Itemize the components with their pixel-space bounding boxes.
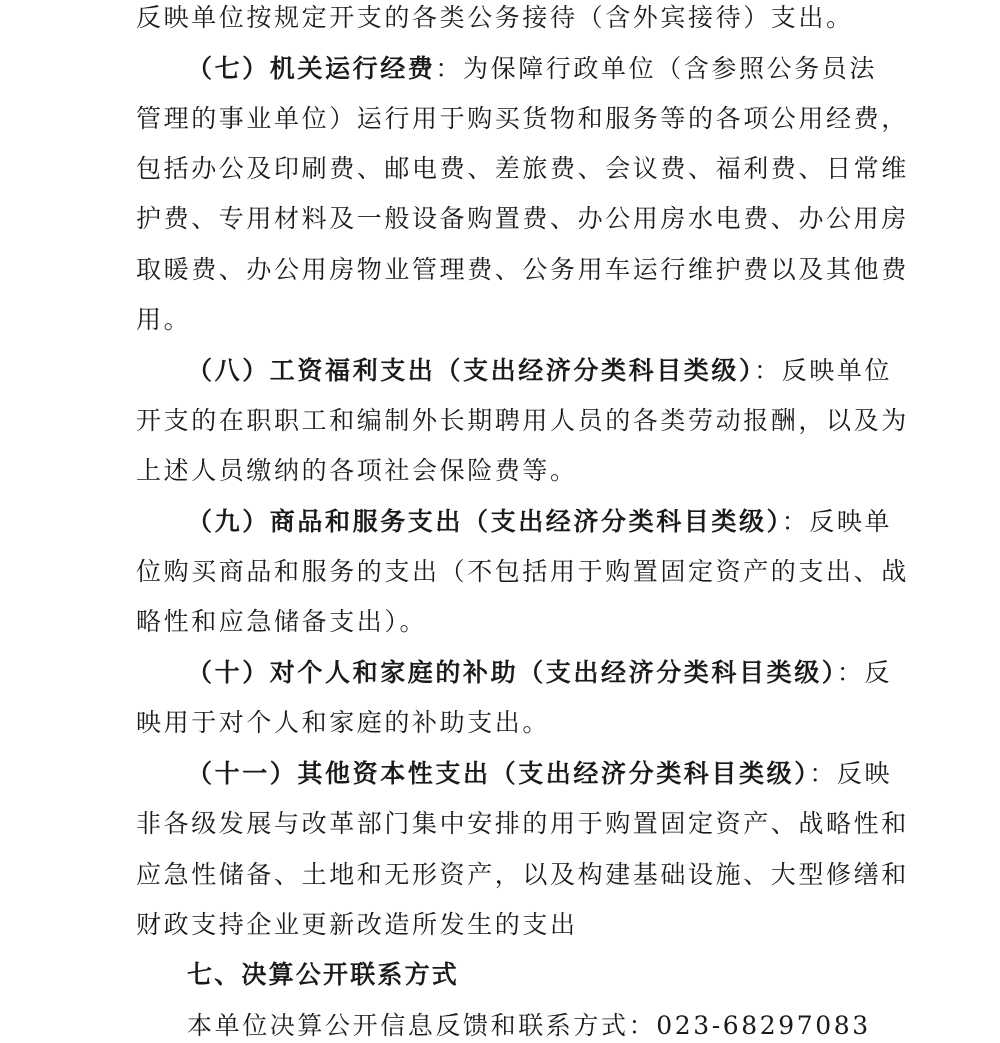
text-line: [136, 204, 909, 234]
line-text: 上述人员缴纳的各项社会保险费等。: [136, 456, 578, 485]
line-text: ：反映单: [781, 507, 893, 536]
text-line: [136, 910, 876, 940]
line-text: ：反: [836, 658, 893, 687]
line-text: 开支的在职职工和编制外长期聘用人员的各类劳动报酬，以及为: [136, 406, 909, 435]
paragraph-heading-line: [187, 658, 893, 688]
text-line: [136, 607, 876, 637]
paragraph-heading: （七）机关运行经费: [187, 54, 436, 83]
paragraph-heading-line: [187, 759, 893, 789]
paragraph-heading: （十）对个人和家庭的补助（支出经济分类科目类级）: [187, 658, 837, 687]
text-line: [136, 860, 909, 890]
line-text: 取暖费、办公用房物业管理费、公务用车运行维护费以及其他费: [136, 255, 909, 284]
text-line: [136, 456, 876, 486]
section-heading: 七、决算公开联系方式: [187, 960, 460, 989]
text-line: [136, 3, 876, 33]
line-text: ：为保障行政单位（含参照公务员法: [435, 54, 878, 83]
paragraph-heading-line: [187, 54, 877, 84]
line-text: 应急性储备、土地和无形资产，以及构建基础设施、大型修缮和: [136, 860, 909, 889]
paragraph-heading: （九）商品和服务支出（支出经济分类科目类级）: [187, 507, 782, 536]
paragraph-heading-line: [187, 356, 893, 386]
line-text: ：反映单位: [754, 356, 893, 385]
text-line: [136, 255, 909, 285]
line-text: 用。: [136, 305, 192, 334]
line-text: 包括办公及印刷费、邮电费、差旅费、会议费、福利费、日常维: [136, 154, 909, 183]
line-text: 位购买商品和服务的支出（不包括用于购置固定资产的支出、战: [136, 557, 909, 586]
text-line: [136, 154, 909, 184]
text-line: [136, 104, 909, 134]
text-line: [136, 708, 876, 738]
paragraph-heading: （十一）其他资本性支出（支出经济分类科目类级）: [187, 759, 810, 788]
line-text: 管理的事业单位）运行用于购买货物和服务等的各项公用经费，: [136, 104, 909, 133]
text-line: [136, 406, 909, 436]
text-line: [136, 809, 909, 839]
line-text: 非各级发展与改革部门集中安排的用于购置固定资产、战略性和: [136, 809, 909, 838]
line-text: 财政支持企业更新改造所发生的支出: [136, 910, 578, 939]
line-text: 反映单位按规定开支的各类公务接待（含外宾接待）支出。: [136, 3, 854, 32]
contact-line: 本单位决算公开信息反馈和联系方式：023-68297083: [187, 1011, 871, 1040]
line-text: ：反映: [809, 759, 893, 788]
paragraph-heading-line: [187, 507, 893, 537]
text-line: [136, 305, 876, 335]
text-line: [136, 557, 909, 587]
line-text: 映用于对个人和家庭的补助支出。: [136, 708, 551, 737]
paragraph-heading: （八）工资福利支出（支出经济分类科目类级）: [187, 356, 755, 385]
line-text: 略性和应急储备支出）。: [136, 607, 428, 636]
line-text: 护费、专用材料及一般设备购置费、办公用房水电费、办公用房: [136, 204, 909, 233]
